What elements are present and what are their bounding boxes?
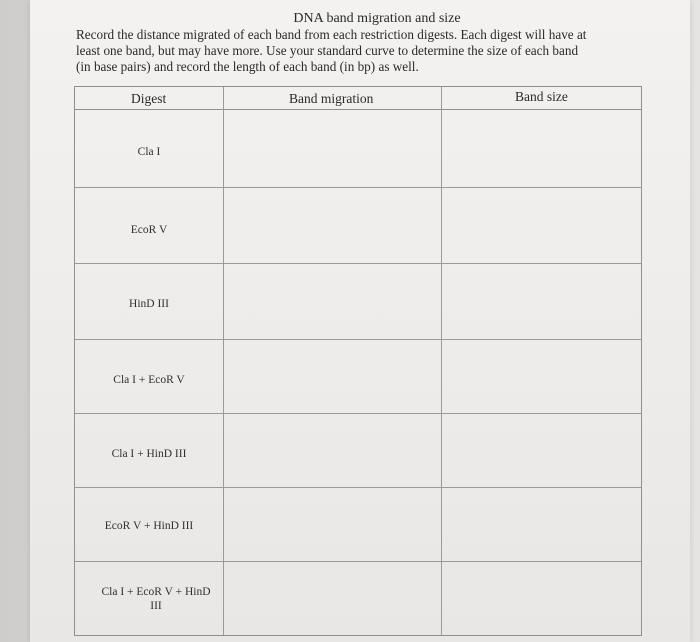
cell-band-migration-cla-i[interactable] [224,110,440,186]
cell-band-size-cla-i-ecor-v-hind-iii[interactable] [442,562,641,634]
cell-band-size-ecor-v-hind-iii[interactable] [442,488,641,560]
row-label-ecor-v-hind-iii: EcoR V + HinD III [104,520,194,532]
cell-band-migration-cla-i-hind-iii[interactable] [224,414,440,486]
band-table [74,86,642,636]
row-label-cla-i: Cla I [137,146,161,158]
cell-band-size-cla-i-hind-iii[interactable] [442,414,641,486]
cell-band-size-hind-iii[interactable] [442,264,641,338]
cell-band-migration-cla-i-ecor-v-hind-iii[interactable] [224,562,440,634]
column-header-band-migration: Band migration [289,91,374,106]
worksheet-title: DNA band migration and size [293,11,461,26]
worksheet-page [30,0,690,642]
worksheet-header [72,10,642,75]
row-label-hind-iii: HinD III [129,298,169,310]
instructions-line-3: (in base pairs) and record the length of each band (in bp) as well. [76,59,419,74]
cell-band-size-cla-i[interactable] [442,110,641,186]
row-label-cla-i-ecor-v-hind-iii [75,585,237,613]
row-label-line-2: III [150,600,162,612]
cell-band-migration-hind-iii[interactable] [224,264,440,338]
cell-band-migration-cla-i-ecor-v[interactable] [224,340,440,412]
cell-band-migration-ecor-v[interactable] [224,188,440,262]
instructions [72,27,642,75]
cell-band-size-ecor-v[interactable] [442,188,641,262]
row-label-ecor-v: EcoR V [130,224,168,236]
row-label-line-1: Cla I + EcoR V + HinD [101,586,211,598]
instructions-line-1: Record the distance migrated of each band from each restriction digests. Each digest will have at [76,27,587,42]
row-label-cla-i-hind-iii: Cla I + HinD III [111,448,187,460]
cell-band-migration-ecor-v-hind-iii[interactable] [224,488,440,560]
table-header-row [75,87,641,110]
instructions-line-2: least one band, but may have more. Use your standard curve to determine the size of each band [76,43,579,58]
cell-band-size-cla-i-ecor-v[interactable] [442,340,641,412]
column-header-digest: Digest [131,91,167,106]
row-label-cla-i-ecor-v: Cla I + EcoR V [113,374,185,386]
column-header-band-size: Band size [515,89,568,104]
